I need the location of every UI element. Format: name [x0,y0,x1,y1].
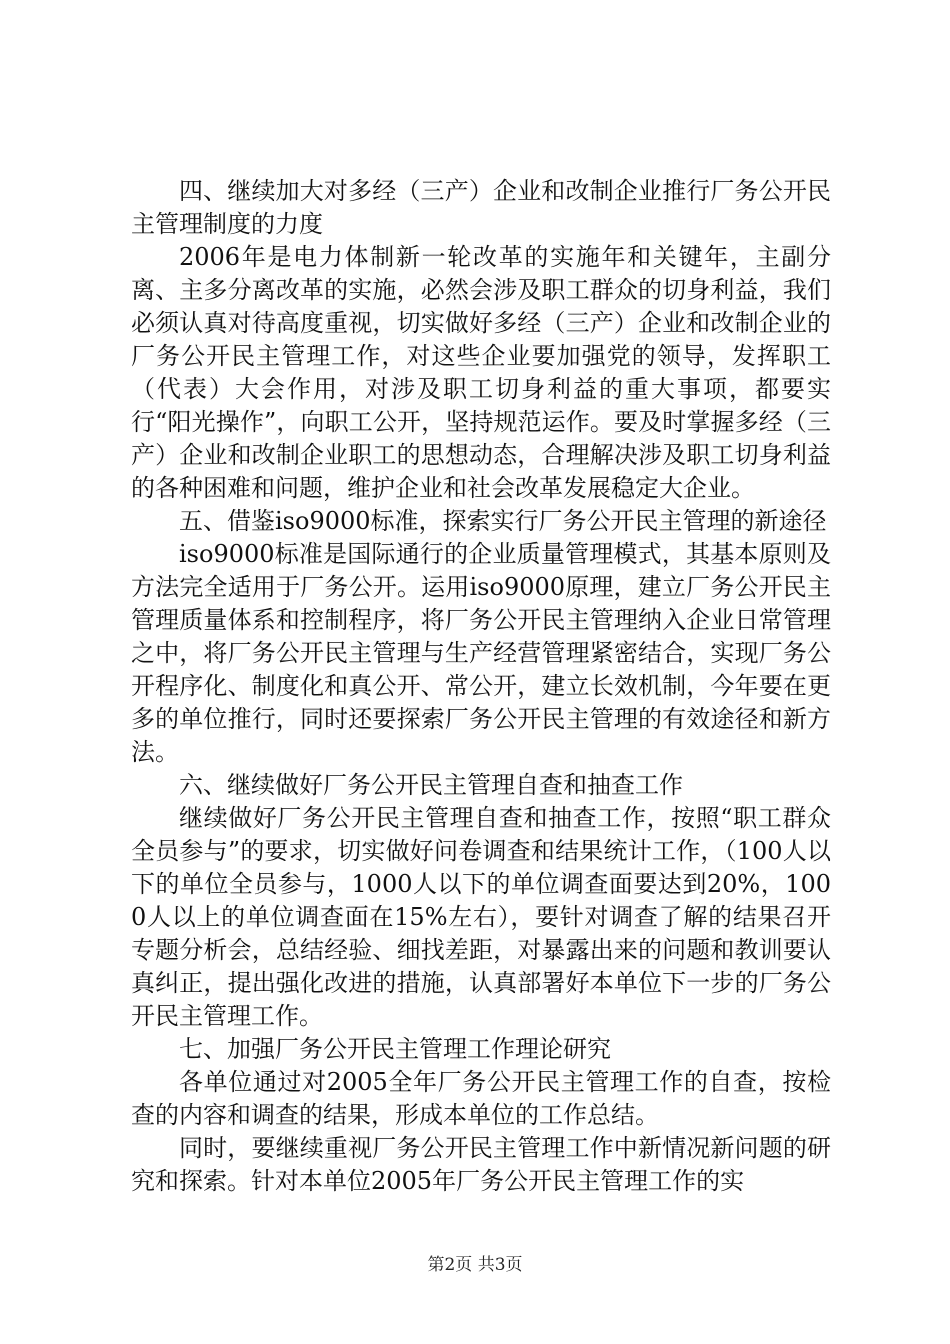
paragraph: iso9000标准是国际通行的企业质量管理模式，其基本原则及方法完全适用于厂务公开。运用iso9000原理，建立厂务公开民主管理质量体系和控制程序，将厂务公开民主管理纳入企业日常管理之中，将厂务公开民主管理与生产经营管理紧密结合，实现厂务公开程序化、制度化和真公开、常公开，建立长效机制，今年要在更多的单位推行，同时还要探索厂务公开民主管理的有效途径和新方法。 [131,540,831,766]
page-number: 第2页 共3页 [427,1255,523,1275]
section-heading-6: 六、继续做好厂务公开民主管理自查和抽查工作 [179,771,683,799]
section-heading-5: 五、借鉴iso9000标准，探索实行厂务公开民主管理的新途径 [179,507,827,535]
paragraph: 同时，要继续重视厂务公开民主管理工作中新情况新问题的研究和探索。针对本单位2005年厂务公开民主管理工作的实 [131,1134,831,1195]
section-heading-7: 七、加强厂务公开民主管理工作理论研究 [179,1035,611,1063]
paragraph: 2006年是电力体制新一轮改革的实施年和关键年，主副分离、主多分离改革的实施，必然会涉及职工群众的切身利益，我们必须认真对待高度重视，切实做好多经（三产）企业和改制企业的厂务公开民主管理工作，对这些企业要加强党的领导，发挥职工（代表）大会作用，对涉及职工切身利益的重大事项，都要实行“阳光操作”，向职工公开，坚持规范运作。要及时掌握多经（三产）企业和改制企业职工的思想动态，合理解决涉及职工切身利益的各种困难和问题，维护企业和社会改革发展稳定大企业。 [131,243,831,502]
paragraph: 继续做好厂务公开民主管理自查和抽查工作，按照“职工群众全员参与”的要求，切实做好问卷调查和结果统计工作，（100人以下的单位全员参与，1000人以下的单位调查面要达到20%，1000人以上的单位调查面在15%左右），要针对调查了解的结果召开专题分析会，总结经验、细找差距，对暴露出来的问题和教训要认真纠正，提出强化改进的措施，认真部署好本单位下一步的厂务公开民主管理工作。 [131,804,831,1030]
section-heading-4: 四、继续加大对多经（三产）企业和改制企业推行厂务公开民主管理制度的力度 [131,177,831,238]
paragraph: 各单位通过对2005全年厂务公开民主管理工作的自查，按检查的内容和调查的结果，形成本单位的工作总结。 [131,1068,831,1129]
document-body [131,175,831,1198]
